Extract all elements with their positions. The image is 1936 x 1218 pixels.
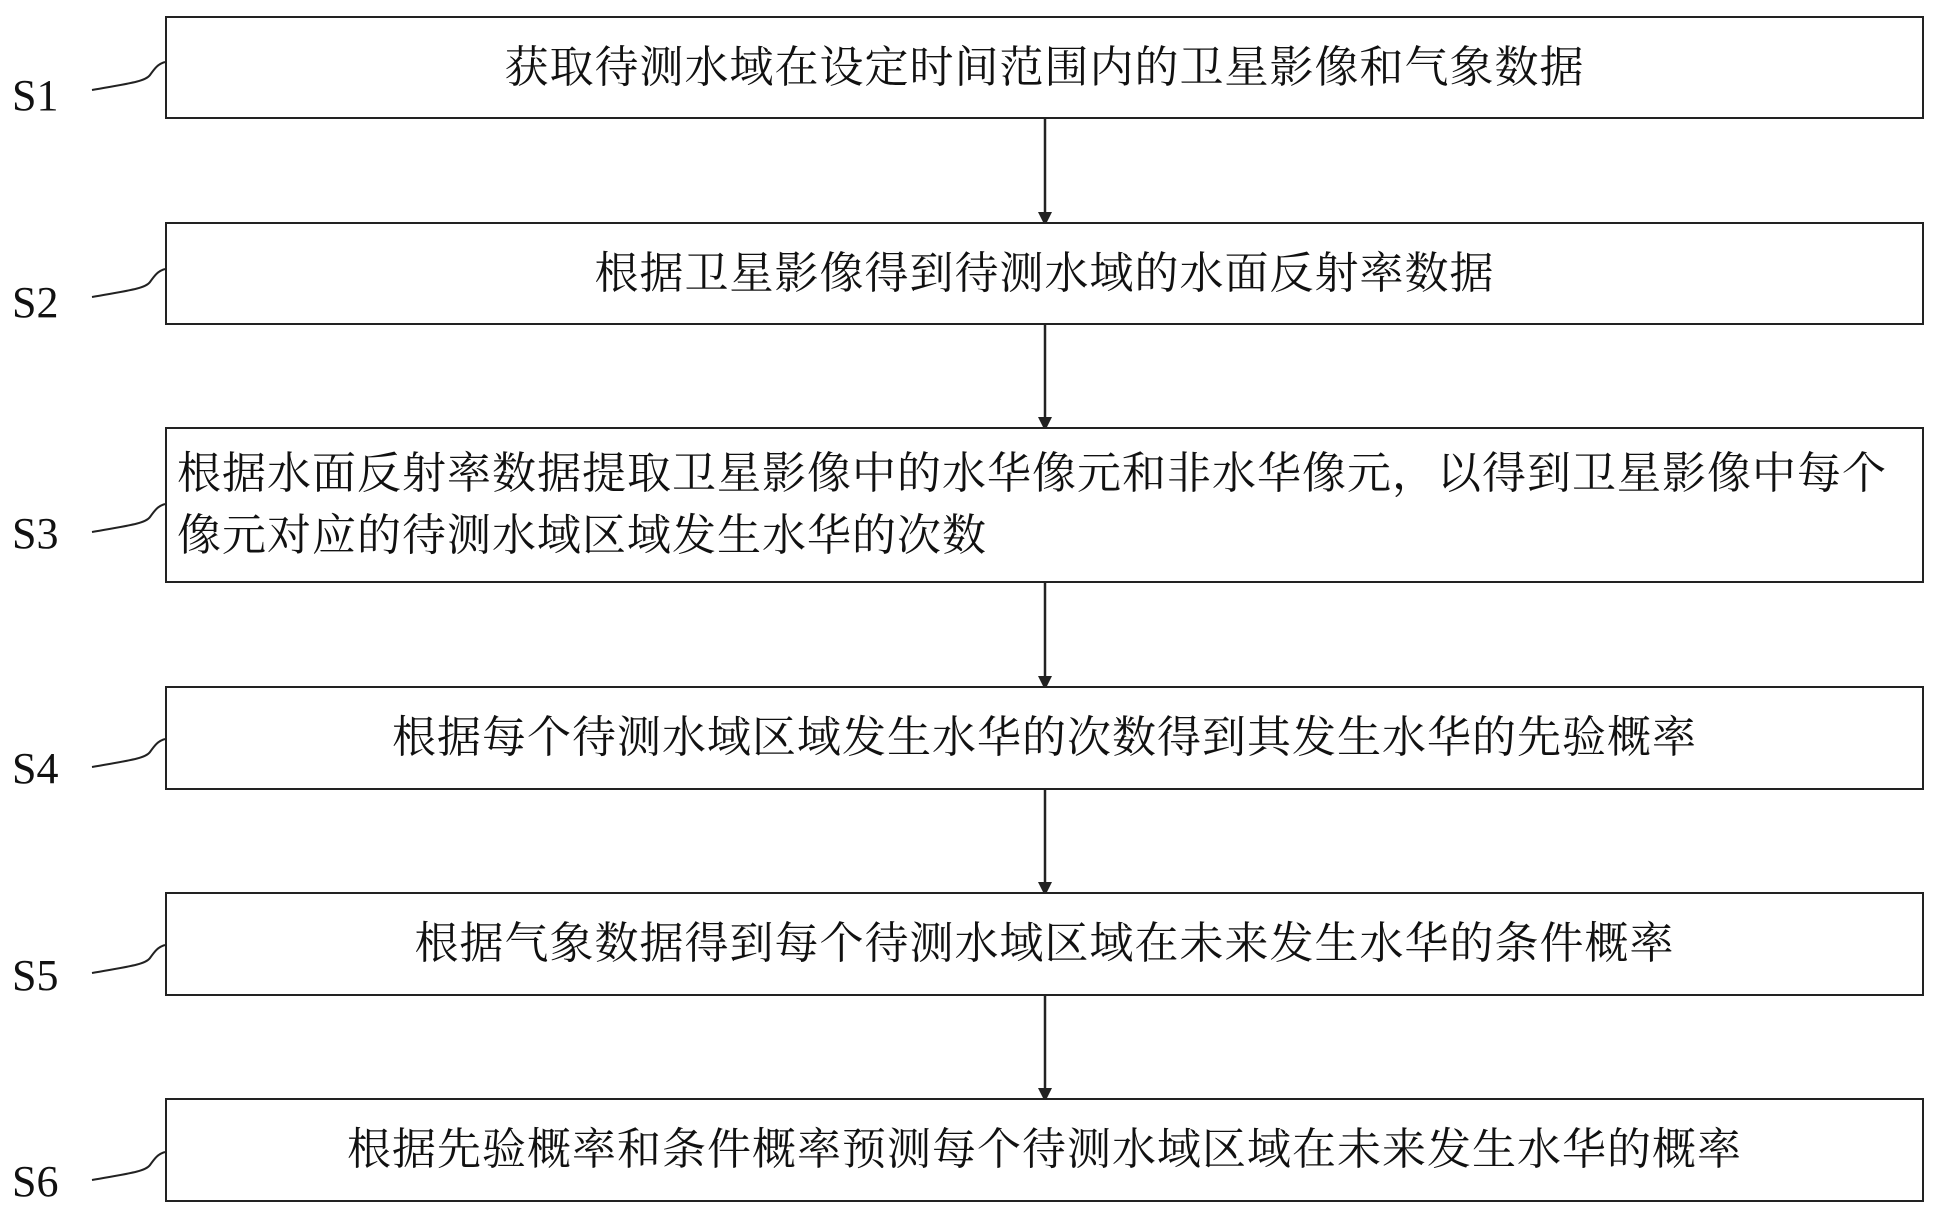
step-text-s5: 根据气象数据得到每个待测水域区域在未来发生水华的条件概率 (414, 918, 1675, 969)
step-text-s6: 根据先验概率和条件概率预测每个待测水域区域在未来发生水华的概率 (347, 1124, 1742, 1175)
step-label-s4: S4 (12, 744, 59, 793)
step-label-s2: S2 (12, 278, 59, 327)
step-box-s5 (165, 892, 1924, 996)
step-label-s3: S3 (12, 509, 59, 558)
leader-s4 (92, 739, 165, 767)
step-box-s3 (165, 427, 1924, 583)
leader-s2 (92, 269, 165, 297)
step-box-s6 (165, 1098, 1924, 1202)
leader-s5 (92, 945, 165, 973)
step-label-s6: S6 (12, 1157, 59, 1206)
leader-s3 (92, 504, 165, 532)
leader-s1 (92, 62, 165, 90)
step-text-s1: 获取待测水域在设定时间范围内的卫星影像和气象数据 (504, 41, 1585, 93)
step-text-s4: 根据每个待测水域区域发生水华的次数得到其发生水华的先验概率 (392, 712, 1697, 763)
step-box-s4 (165, 686, 1924, 790)
step-box-s1 (165, 16, 1924, 119)
leader-s6 (92, 1152, 165, 1180)
step-text-s3: 根据水面反射率数据提取卫星影像中的水华像元和非水华像元，以得到卫星影像中每个像元对应的待测水域区域发生水华的次数 (177, 448, 1887, 561)
step-text-s2: 根据卫星影像得到待测水域的水面反射率数据 (594, 247, 1495, 299)
step-label-s1: S1 (12, 71, 59, 120)
step-label-s5: S5 (12, 951, 59, 1000)
step-box-s2 (165, 222, 1924, 325)
